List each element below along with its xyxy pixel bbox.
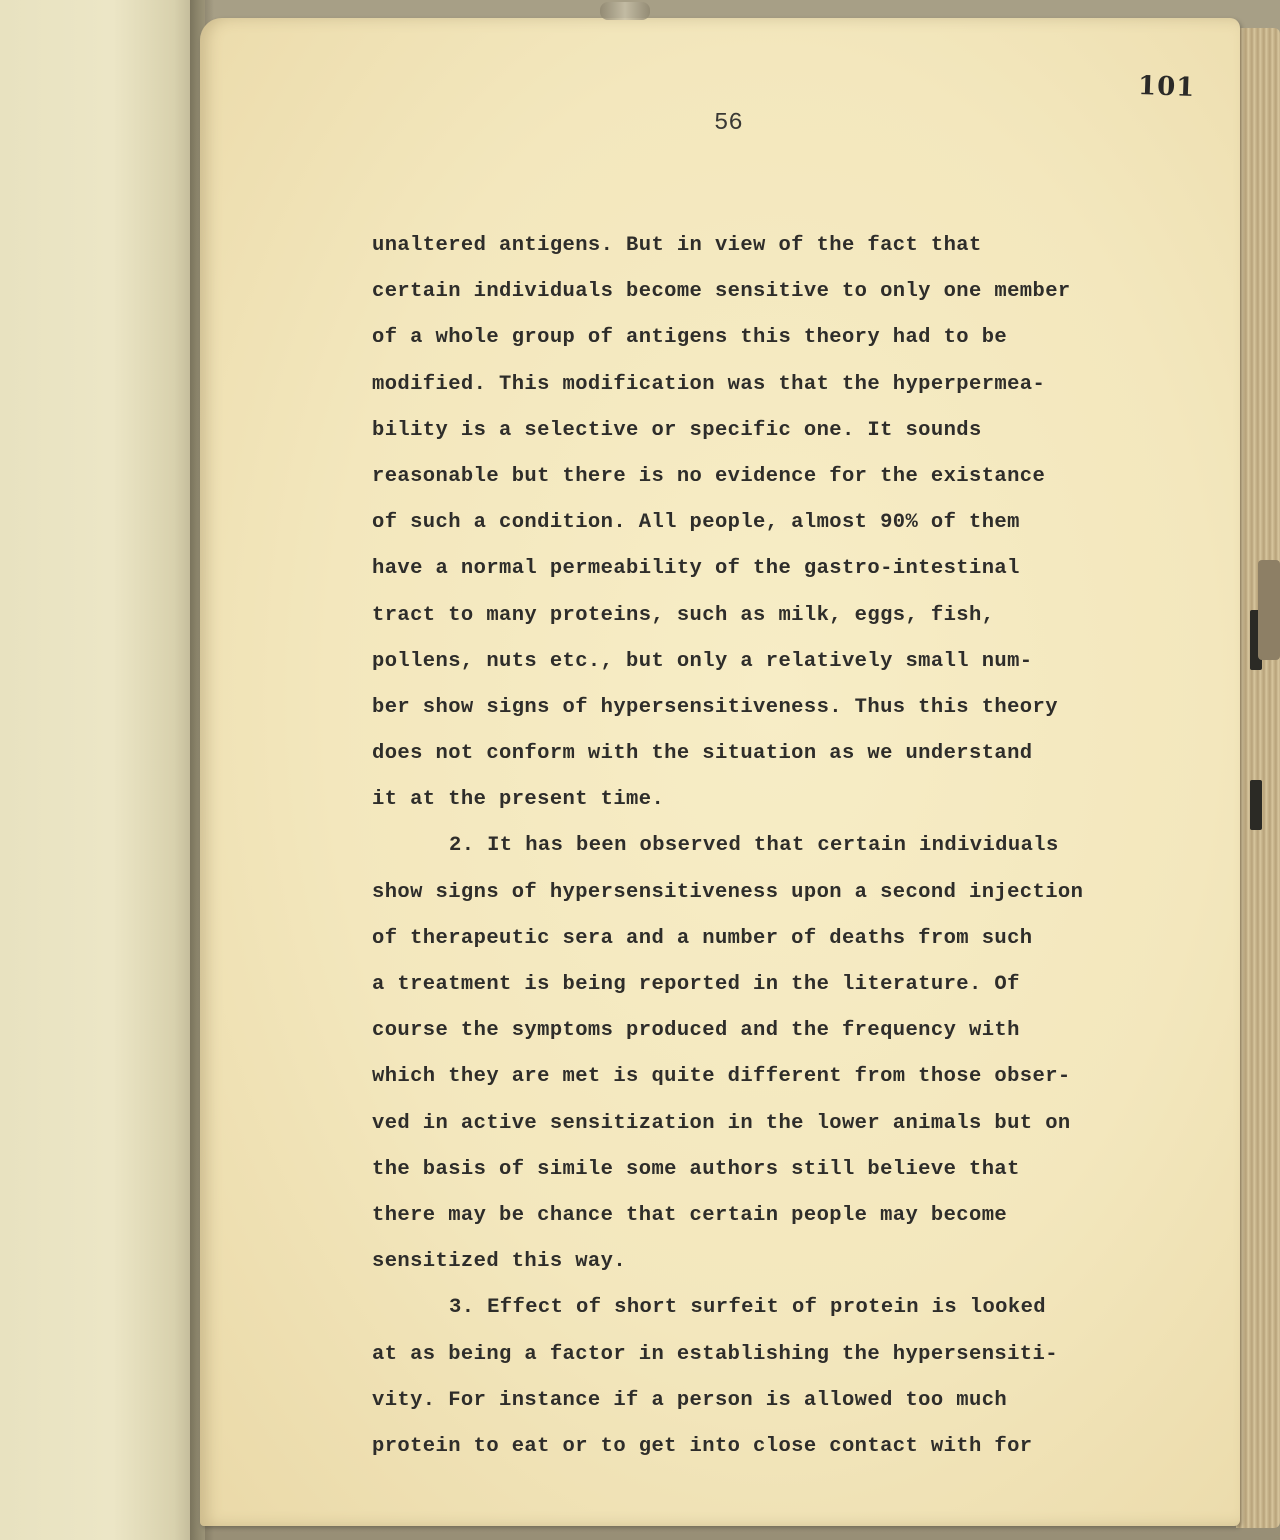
text-line: pollens, nuts etc., but only a relatively small num- — [372, 649, 1033, 673]
page-number: 56 — [714, 110, 743, 137]
text-line: at as being a factor in establishing the hypersensiti- — [372, 1342, 1058, 1366]
text-line: course the symptoms produced and the frequency with — [372, 1019, 1020, 1043]
text-line: ber show signs of hypersensitiveness. Thus this theory — [372, 695, 1058, 719]
text-line: vity. For instance if a person is allowed too much — [372, 1388, 1008, 1412]
page-edges — [1236, 28, 1280, 1528]
text-line: does not conform with the situation as we understand — [372, 742, 1033, 766]
text-line: ved in active sensitization in the lower animals but on — [372, 1111, 1071, 1135]
text-line: of a whole group of antigens this theory had to be — [372, 326, 1008, 350]
edge-scrap — [1258, 560, 1280, 660]
edge-mark — [1250, 780, 1262, 830]
text-line: of such a condition. All people, almost 90% of them — [372, 511, 1020, 535]
text-line: have a normal permeability of the gastro-intestinal — [372, 557, 1020, 581]
facing-page — [0, 0, 205, 1540]
binding-thread — [600, 2, 650, 20]
text-line: unaltered antigens. But in view of the fact that — [372, 234, 982, 257]
text-line: it at the present time. — [372, 788, 665, 812]
text-line: which they are met is quite different from those obser- — [372, 1065, 1071, 1089]
text-line: bility is a selective or specific one. It sounds — [372, 418, 982, 442]
text-line: there may be chance that certain people may become — [372, 1203, 1008, 1227]
text-line: modified. This modification was that the hyperpermea- — [372, 372, 1046, 396]
text-line: protein to eat or to get into close contact with for — [372, 1434, 1033, 1458]
text-line: reasonable but there is no evidence for the existance — [372, 464, 1046, 488]
text-line: the basis of simile some authors still believe that — [372, 1157, 1020, 1181]
typed-page — [200, 18, 1240, 1526]
folio-number: 101 — [1137, 71, 1196, 103]
text-line: tract to many proteins, such as milk, eggs, fish, — [372, 603, 995, 627]
typed-body — [372, 223, 1152, 1470]
text-line: a treatment is being reported in the literature. Of — [372, 973, 1020, 996]
text-line: sensitized this way. — [372, 1250, 627, 1274]
text-line: show signs of hypersensitiveness upon a second injection — [372, 880, 1084, 904]
text-line: 2. It has been observed that certain individuals — [449, 834, 1059, 858]
text-line: of therapeutic sera and a number of deaths from such — [372, 926, 1033, 950]
text-line: certain individuals become sensitive to only one member — [372, 280, 1071, 304]
text-line: 3. Effect of short surfeit of protein is looked — [449, 1296, 1046, 1320]
